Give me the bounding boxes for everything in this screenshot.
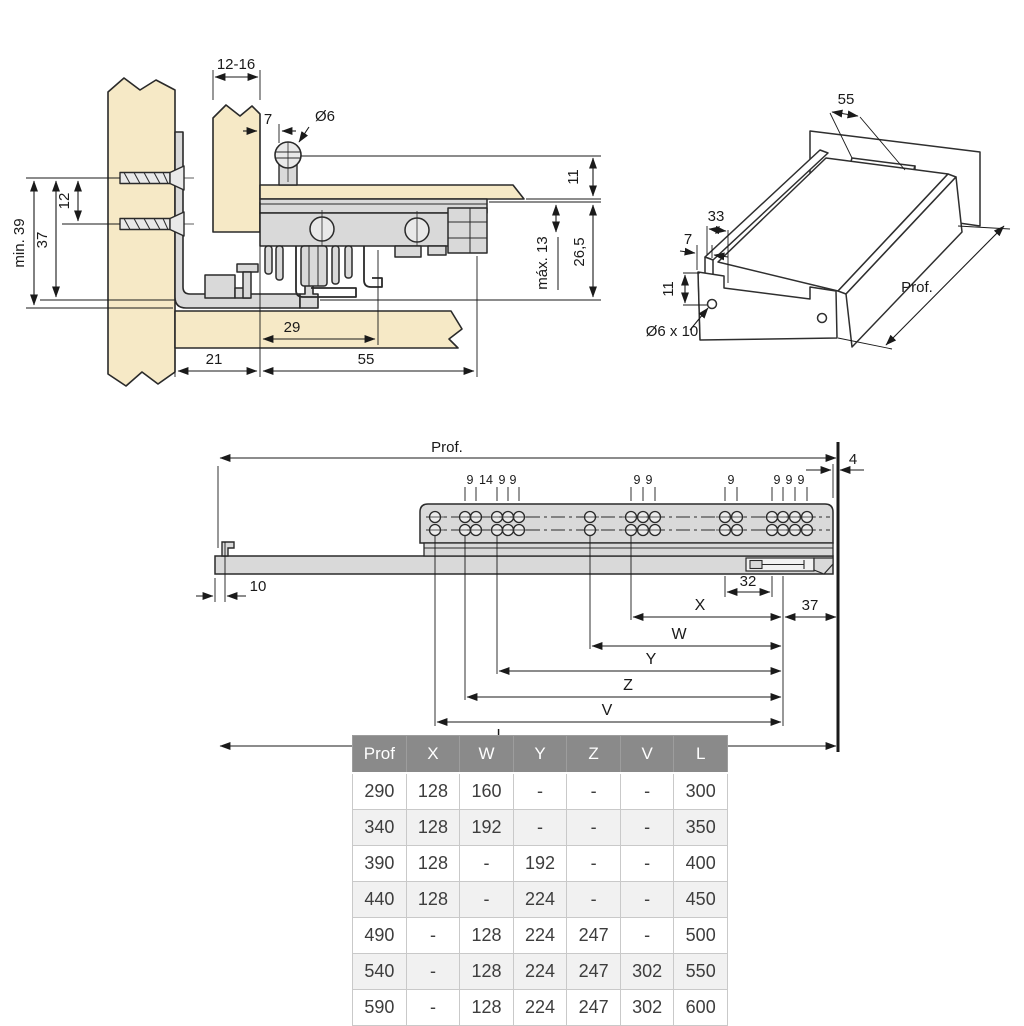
table-cell: 400 [674, 846, 728, 882]
table-header-v: V [620, 736, 674, 774]
table-cell: 440 [353, 882, 407, 918]
dim-hole-span: 29 [283, 319, 301, 336]
dim-top-clearance: 11 [565, 169, 582, 185]
dim-front-inset: 21 [205, 351, 223, 368]
table-cell: 128 [460, 990, 514, 1026]
sv-rail-substrip [424, 543, 833, 556]
svg-text:9: 9 [727, 473, 735, 487]
table-cell: 450 [674, 882, 728, 918]
sv-dim-depth: Prof. [431, 439, 463, 456]
table-row [353, 773, 728, 810]
table-cell: 247 [567, 990, 621, 1026]
side-view-drawing [196, 439, 864, 752]
sv-dim-back: 37 [801, 597, 819, 614]
table-cell: 490 [353, 918, 407, 954]
drawer-side-panel [213, 105, 260, 232]
table-cell: 390 [353, 846, 407, 882]
sv-latch [746, 558, 833, 574]
table-row [353, 990, 728, 1026]
table-cell: 550 [674, 954, 728, 990]
table-row [353, 810, 728, 846]
table-cell: - [460, 846, 514, 882]
svg-text:9: 9 [645, 473, 653, 487]
table-cell: - [460, 882, 514, 918]
table-cell: - [620, 882, 674, 918]
table-cell: - [513, 773, 567, 810]
table-cell: - [513, 810, 567, 846]
sv-upper-rail [420, 504, 833, 543]
table-cell: - [567, 810, 621, 846]
sv-hole-dim-labels [467, 473, 805, 487]
sv-dim-front-offset: 10 [249, 578, 267, 595]
iso-front-hole-2 [818, 314, 827, 323]
table-header-x: X [406, 736, 460, 774]
table-header-l: L [674, 736, 728, 774]
table-cell: - [620, 773, 674, 810]
table-cell: - [406, 954, 460, 990]
table-cell: - [620, 918, 674, 954]
iso-dim-block-width: 55 [837, 91, 855, 108]
table-header-prof: Prof [353, 736, 407, 774]
table-cell: - [406, 990, 460, 1026]
svg-text:14: 14 [479, 473, 493, 487]
dimension-table-head [353, 736, 728, 774]
table-cell: 302 [620, 954, 674, 990]
svg-text:9: 9 [773, 473, 781, 487]
cross-section-drawing [11, 56, 601, 386]
dim-min-depth: min. 39 [11, 218, 28, 268]
sv-dim-wall-gap: 4 [848, 451, 858, 468]
table-header-y: Y [513, 736, 567, 774]
iso-dim-rear-offset: 33 [707, 208, 725, 225]
cabinet-bottom-panel [175, 311, 462, 348]
table-header-w: W [460, 736, 514, 774]
dimension-table [352, 735, 728, 1026]
table-row [353, 846, 728, 882]
svg-text:9: 9 [466, 473, 474, 487]
svg-text:9: 9 [797, 473, 805, 487]
sv-dim-v: V [601, 702, 613, 719]
table-cell: 590 [353, 990, 407, 1026]
dim-pin-diameter: Ø6 [314, 108, 336, 125]
table-cell: 128 [406, 773, 460, 810]
dim-bracket-length: 55 [357, 351, 375, 368]
dimension-table-body [353, 773, 728, 1026]
svg-text:9: 9 [498, 473, 506, 487]
sv-dim-latch-span: 32 [739, 573, 757, 590]
table-cell: - [620, 846, 674, 882]
sv-dim-w: W [671, 626, 687, 643]
table-cell: 302 [620, 990, 674, 1026]
table-cell: 128 [406, 882, 460, 918]
table-cell: - [567, 882, 621, 918]
table-cell: 192 [513, 846, 567, 882]
svg-text:9: 9 [509, 473, 517, 487]
table-cell: 128 [406, 810, 460, 846]
iso-front-hole-1 [708, 300, 717, 309]
table-cell: 350 [674, 810, 728, 846]
table-cell: 500 [674, 918, 728, 954]
table-cell: 300 [674, 773, 728, 810]
table-cell: 247 [567, 918, 621, 954]
drawer-bottom-panel [260, 185, 524, 199]
table-row [353, 918, 728, 954]
table-cell: 128 [406, 846, 460, 882]
dim-max-clearance: máx. 13 [534, 236, 551, 290]
sv-hole-ticks [465, 487, 807, 501]
table-cell: - [567, 846, 621, 882]
table-cell: 247 [567, 954, 621, 990]
table-cell: 290 [353, 773, 407, 810]
table-cell: 128 [460, 954, 514, 990]
table-cell: 540 [353, 954, 407, 990]
table-cell: 340 [353, 810, 407, 846]
svg-text:9: 9 [785, 473, 793, 487]
table-row [353, 954, 728, 990]
iso-dim-depth: Prof. [901, 279, 933, 296]
isometric-drawing [646, 91, 1010, 349]
svg-text:9: 9 [633, 473, 641, 487]
sv-front-hook [222, 542, 234, 556]
table-cell: - [567, 773, 621, 810]
locating-pin [275, 142, 301, 185]
sv-lower-bar [215, 556, 833, 574]
sv-dim-x: X [694, 597, 706, 614]
iso-dim-side-thickness: 7 [683, 231, 693, 248]
iso-dim-hole-spec: Ø6 x 10 [645, 323, 699, 340]
sv-dimension-lines [196, 458, 864, 746]
table-row [353, 882, 728, 918]
sv-dim-z: Z [623, 677, 633, 694]
dim-pin-offset: 7 [263, 111, 273, 128]
table-cell: 224 [513, 990, 567, 1026]
sv-dim-y: Y [645, 651, 657, 668]
table-cell: 224 [513, 882, 567, 918]
dim-side-height: 26,5 [571, 237, 588, 267]
table-header-z: Z [567, 736, 621, 774]
dim-bracket-drop: 37 [34, 231, 51, 249]
cabinet-side-panel [108, 78, 175, 386]
table-cell: 224 [513, 954, 567, 990]
dim-panel-thickness: 12-16 [216, 56, 256, 73]
dim-screw-spacing: 12 [56, 192, 73, 210]
iso-dim-hole-height: 11 [660, 281, 677, 297]
table-cell: 224 [513, 918, 567, 954]
table-cell: 128 [460, 918, 514, 954]
table-cell: 192 [460, 810, 514, 846]
table-cell: 600 [674, 990, 728, 1026]
table-cell: - [620, 810, 674, 846]
table-cell: 160 [460, 773, 514, 810]
table-cell: - [406, 918, 460, 954]
